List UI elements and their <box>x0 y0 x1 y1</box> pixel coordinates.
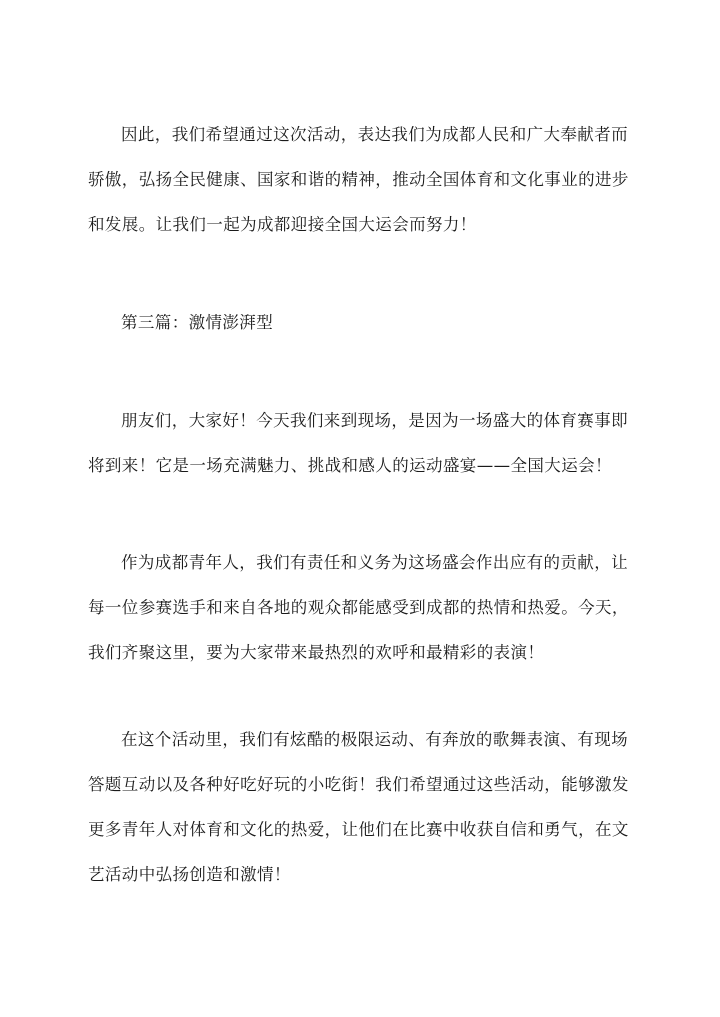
paragraph-activities: 在这个活动里，我们有炫酷的极限运动、有奔放的歌舞表演、有现场答题互动以及各种好吃好玩的小吃街！我们希望通过这些活动，能够激发更多青年人对体育和文化的热爱，让他们在比赛中收获自信和勇气，在文艺活动中弘扬创造和激情！ <box>88 730 629 884</box>
paragraph-greeting: 朋友们，大家好！今天我们来到现场，是因为一场盛大的体育赛事即将到来！它是一场充满魅力、挑战和感人的运动盛宴——全国大运会！ <box>88 411 628 475</box>
paragraph-conclusion: 因此，我们希望通过这次活动，表达我们为成都人民和广大奉献者而骄傲，弘扬全民健康、国家和谐的精神，推动全国体育和文化事业的进步和发展。让我们一起为成都迎接全国大运会而努力！ <box>88 125 629 234</box>
paragraph-responsibility: 作为成都青年人，我们有责任和义务为这场盛会作出应有的贡献，让每一位参赛选手和来自各地的观众都能感受到成都的热情和热爱。今天，我们齐聚这里，要为大家带来最热烈的欢呼和最精彩的表演！ <box>88 553 629 662</box>
section-heading: 第三篇：激情澎湃型 <box>121 313 274 332</box>
